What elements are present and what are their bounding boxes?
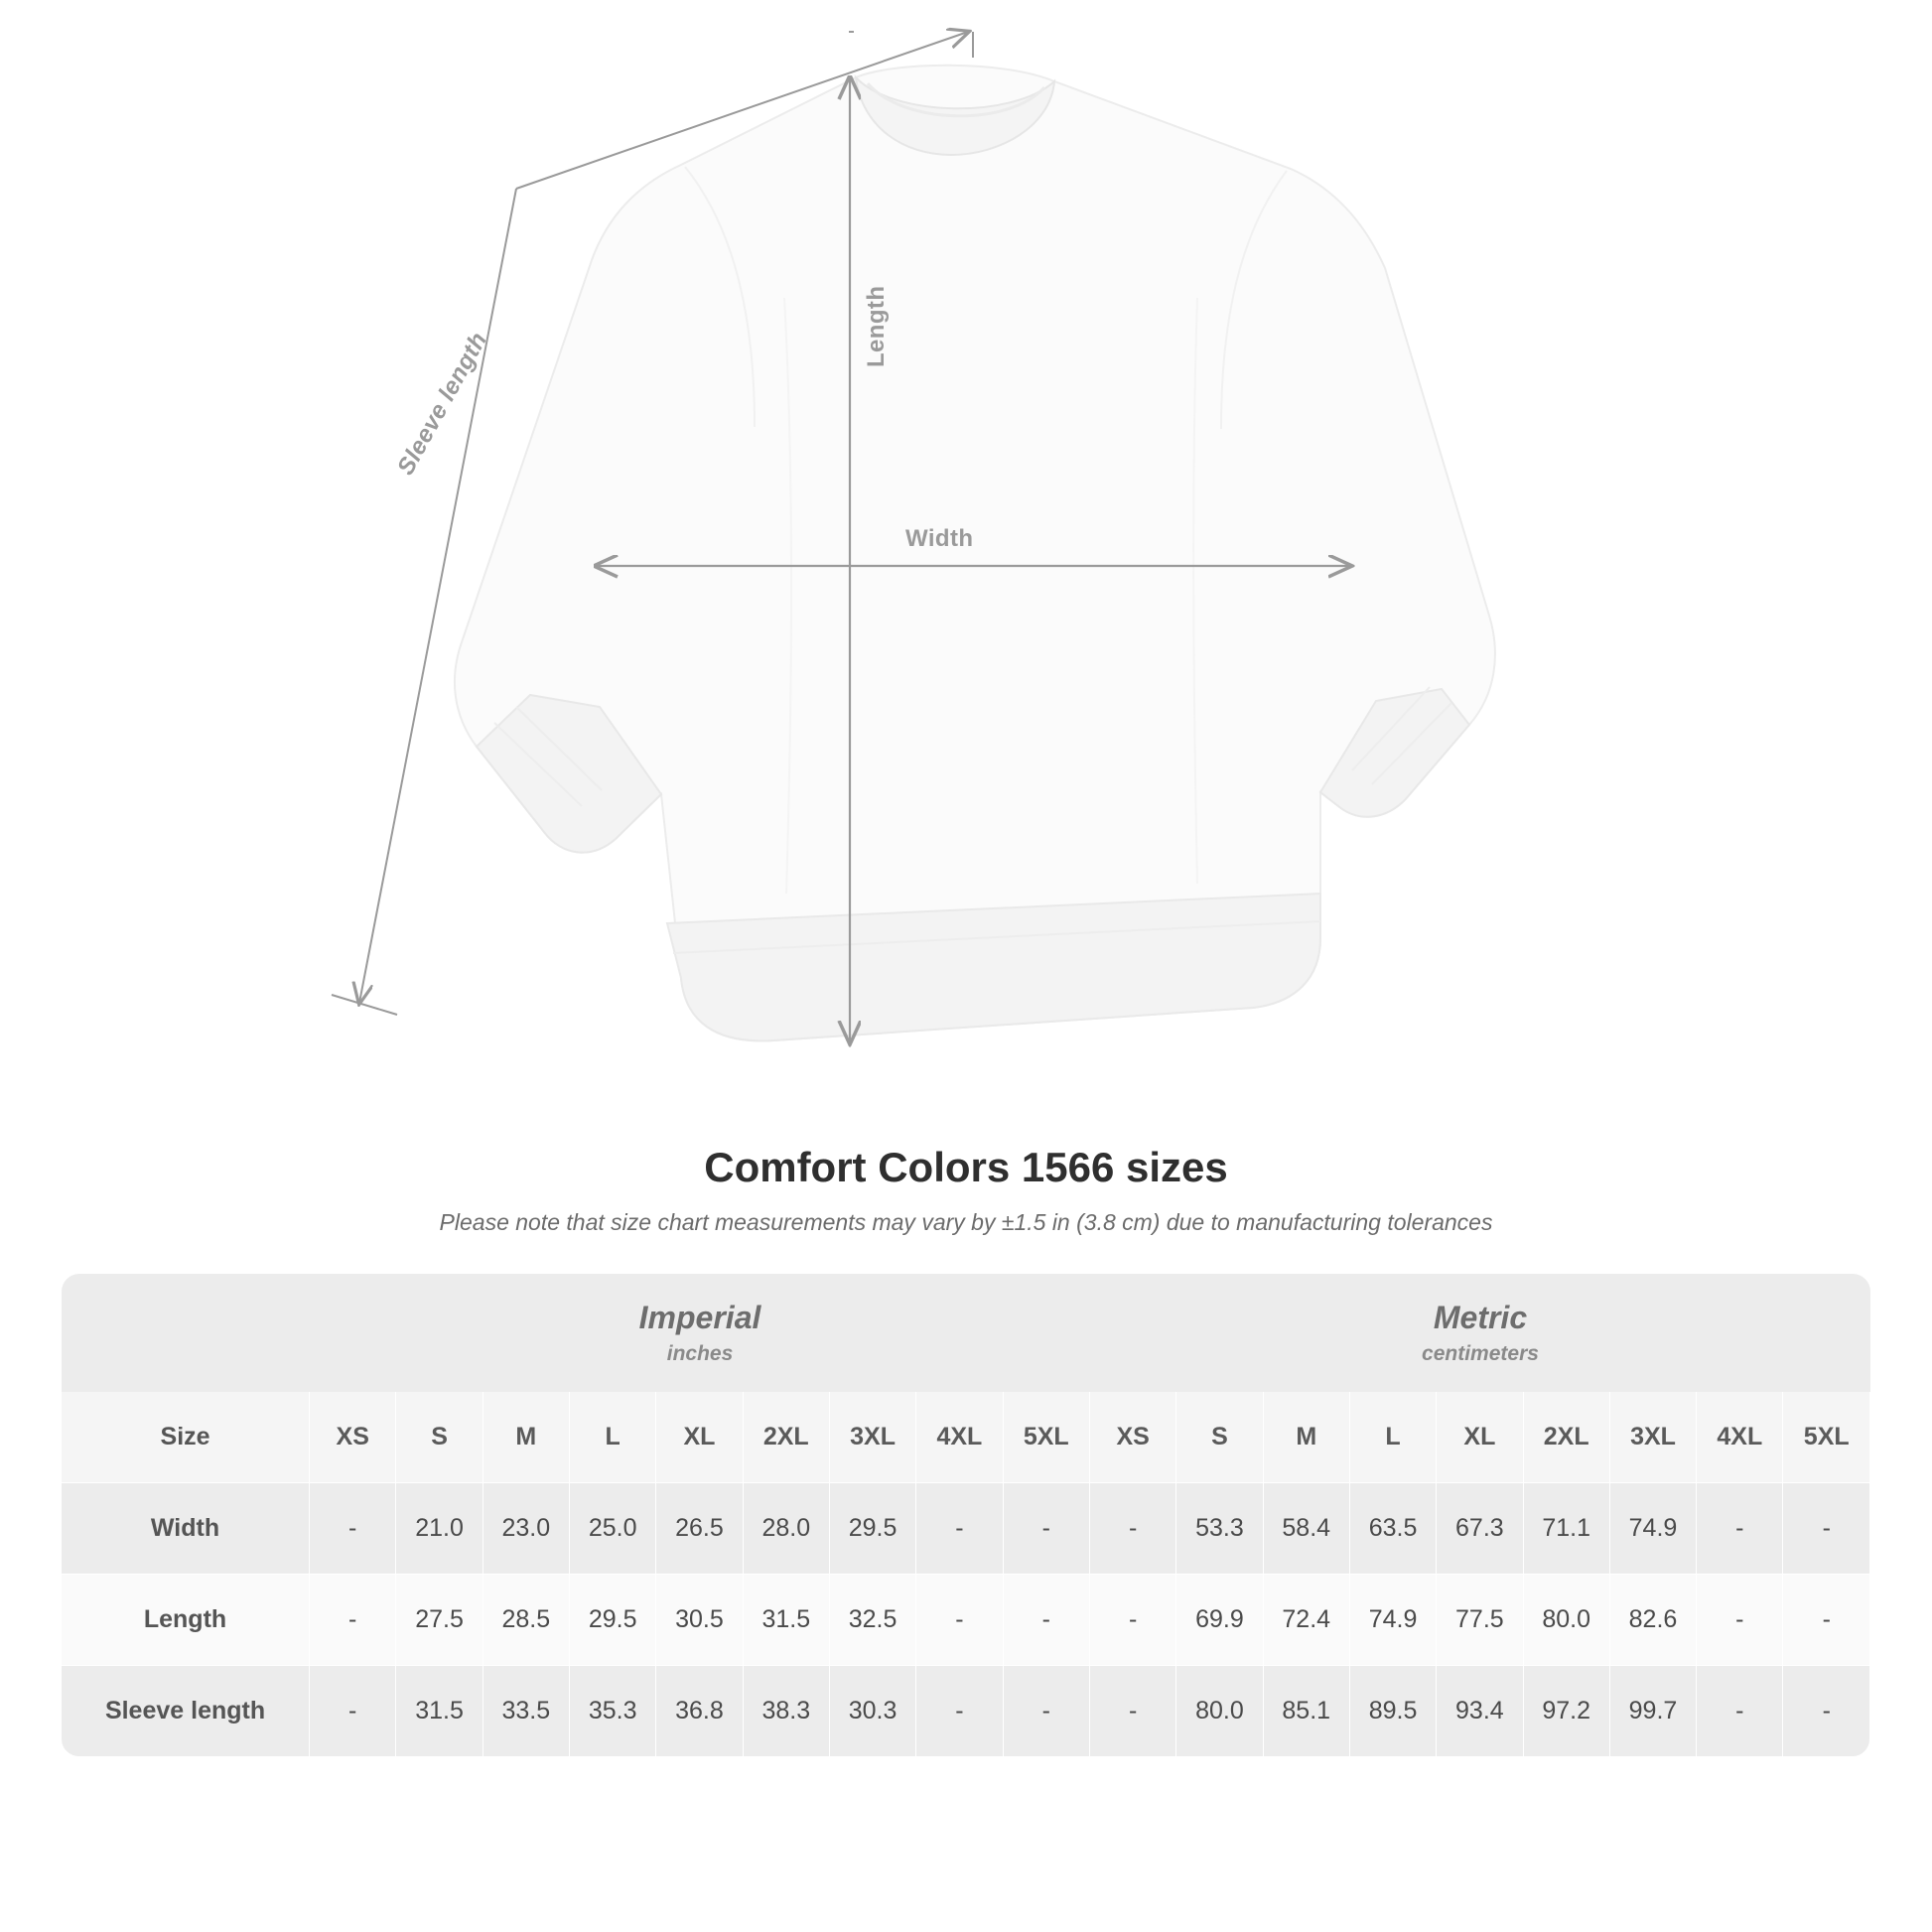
cell-width-metric-5xl: -: [1783, 1483, 1870, 1575]
cell-width-metric-xs: -: [1090, 1483, 1176, 1575]
cell-sleeve-metric-3xl: 99.7: [1610, 1666, 1697, 1757]
cell-length-metric-2xl: 80.0: [1524, 1575, 1610, 1666]
size-col-imperial-2xl: 2XL: [744, 1392, 830, 1483]
cell-length-metric-xl: 77.5: [1437, 1575, 1523, 1666]
size-col-imperial-xs: XS: [310, 1392, 396, 1483]
cell-length-metric-5xl: -: [1783, 1575, 1870, 1666]
size-chart-table: [62, 1274, 1870, 1757]
cell-width-metric-2xl: 71.1: [1524, 1483, 1610, 1575]
size-col-metric-m: M: [1264, 1392, 1350, 1483]
cell-sleeve-imperial-4xl: -: [916, 1666, 1003, 1757]
cell-sleeve-imperial-l: 35.3: [570, 1666, 656, 1757]
sweatshirt-shape: [455, 66, 1495, 1041]
cell-sleeve-imperial-3xl: 30.3: [830, 1666, 916, 1757]
table-row: [62, 1483, 1870, 1575]
cell-length-metric-xs: -: [1090, 1575, 1176, 1666]
cell-sleeve-imperial-5xl: -: [1004, 1666, 1090, 1757]
cell-sleeve-metric-5xl: -: [1783, 1666, 1870, 1757]
size-col-imperial-xl: XL: [656, 1392, 743, 1483]
sleeve-length-label: Sleeve length: [392, 328, 493, 481]
cell-length-imperial-m: 28.5: [483, 1575, 570, 1666]
width-label: Width: [905, 525, 974, 552]
unit-imperial-name: Imperial: [638, 1300, 761, 1335]
cell-sleeve-imperial-s: 31.5: [396, 1666, 483, 1757]
page-title: Comfort Colors 1566 sizes: [704, 1144, 1228, 1190]
cell-width-metric-xl: 67.3: [1437, 1483, 1523, 1575]
cell-width-metric-3xl: 74.9: [1610, 1483, 1697, 1575]
cell-width-imperial-4xl: -: [916, 1483, 1003, 1575]
cell-width-metric-s: 53.3: [1176, 1483, 1263, 1575]
cell-sleeve-metric-l: 89.5: [1350, 1666, 1437, 1757]
cell-width-metric-m: 58.4: [1264, 1483, 1350, 1575]
size-col-metric-xl: XL: [1437, 1392, 1523, 1483]
size-col-imperial-4xl: 4XL: [916, 1392, 1003, 1483]
size-col-metric-3xl: 3XL: [1610, 1392, 1697, 1483]
cell-width-imperial-l: 25.0: [570, 1483, 656, 1575]
size-col-metric-xs: XS: [1090, 1392, 1176, 1483]
cell-width-imperial-m: 23.0: [483, 1483, 570, 1575]
cell-length-metric-3xl: 82.6: [1610, 1575, 1697, 1666]
cell-length-imperial-2xl: 31.5: [744, 1575, 830, 1666]
size-col-metric-l: L: [1350, 1392, 1437, 1483]
cell-length-metric-m: 72.4: [1264, 1575, 1350, 1666]
cell-width-imperial-5xl: -: [1004, 1483, 1090, 1575]
unit-metric-name: Metric: [1433, 1300, 1528, 1335]
cell-sleeve-metric-2xl: 97.2: [1524, 1666, 1610, 1757]
cell-width-imperial-xl: 26.5: [656, 1483, 743, 1575]
cell-length-imperial-xl: 30.5: [656, 1575, 743, 1666]
size-header-row: [62, 1392, 1870, 1483]
cell-length-imperial-3xl: 32.5: [830, 1575, 916, 1666]
cell-sleeve-metric-xl: 93.4: [1437, 1666, 1523, 1757]
cell-width-imperial-s: 21.0: [396, 1483, 483, 1575]
cell-width-imperial-2xl: 28.0: [744, 1483, 830, 1575]
cell-sleeve-imperial-2xl: 38.3: [744, 1666, 830, 1757]
cell-length-imperial-5xl: -: [1004, 1575, 1090, 1666]
size-col-metric-2xl: 2XL: [1524, 1392, 1610, 1483]
cell-length-metric-s: 69.9: [1176, 1575, 1263, 1666]
size-col-metric-5xl: 5XL: [1783, 1392, 1870, 1483]
tolerance-note: Please note that size chart measurements may vary by ±1.5 in (3.8 cm) due to manufacturing tolerances: [439, 1209, 1493, 1235]
unit-header-row: [62, 1274, 1870, 1392]
unit-imperial-sub: inches: [666, 1342, 734, 1365]
row-label-length: Length: [62, 1575, 310, 1666]
row-label-sleeve-length: Sleeve length: [62, 1666, 310, 1757]
cell-sleeve-metric-s: 80.0: [1176, 1666, 1263, 1757]
cell-width-imperial-3xl: 29.5: [830, 1483, 916, 1575]
size-col-imperial-l: L: [570, 1392, 656, 1483]
cell-width-metric-4xl: -: [1697, 1483, 1783, 1575]
cell-sleeve-metric-4xl: -: [1697, 1666, 1783, 1757]
title-block: [0, 1144, 1932, 1236]
cell-length-imperial-l: 29.5: [570, 1575, 656, 1666]
cell-length-imperial-4xl: -: [916, 1575, 1003, 1666]
cell-sleeve-imperial-m: 33.5: [483, 1666, 570, 1757]
cell-length-imperial-xs: -: [310, 1575, 396, 1666]
size-col-imperial-3xl: 3XL: [830, 1392, 916, 1483]
cell-sleeve-imperial-xs: -: [310, 1666, 396, 1757]
unit-corner-cell: [62, 1274, 310, 1392]
unit-metric-cell: [1090, 1274, 1870, 1392]
table-row: [62, 1575, 1870, 1666]
cell-width-imperial-xs: -: [310, 1483, 396, 1575]
cell-sleeve-metric-xs: -: [1090, 1666, 1176, 1757]
row-label-width: Width: [62, 1483, 310, 1575]
size-col-imperial-5xl: 5XL: [1004, 1392, 1090, 1483]
cell-length-imperial-s: 27.5: [396, 1575, 483, 1666]
size-table-wrap: [62, 1274, 1870, 1757]
size-col-metric-s: S: [1176, 1392, 1263, 1483]
table-row: [62, 1666, 1870, 1757]
cell-length-metric-4xl: -: [1697, 1575, 1783, 1666]
size-col-imperial-s: S: [396, 1392, 483, 1483]
size-col-metric-4xl: 4XL: [1697, 1392, 1783, 1483]
length-label: Length: [863, 285, 890, 367]
cell-width-metric-l: 63.5: [1350, 1483, 1437, 1575]
size-col-imperial-m: M: [483, 1392, 570, 1483]
cell-length-metric-l: 74.9: [1350, 1575, 1437, 1666]
cell-sleeve-metric-m: 85.1: [1264, 1666, 1350, 1757]
size-header-cell: Size: [62, 1392, 310, 1483]
unit-metric-sub: centimeters: [1422, 1342, 1539, 1365]
unit-imperial-cell: [310, 1274, 1090, 1392]
cell-sleeve-imperial-xl: 36.8: [656, 1666, 743, 1757]
